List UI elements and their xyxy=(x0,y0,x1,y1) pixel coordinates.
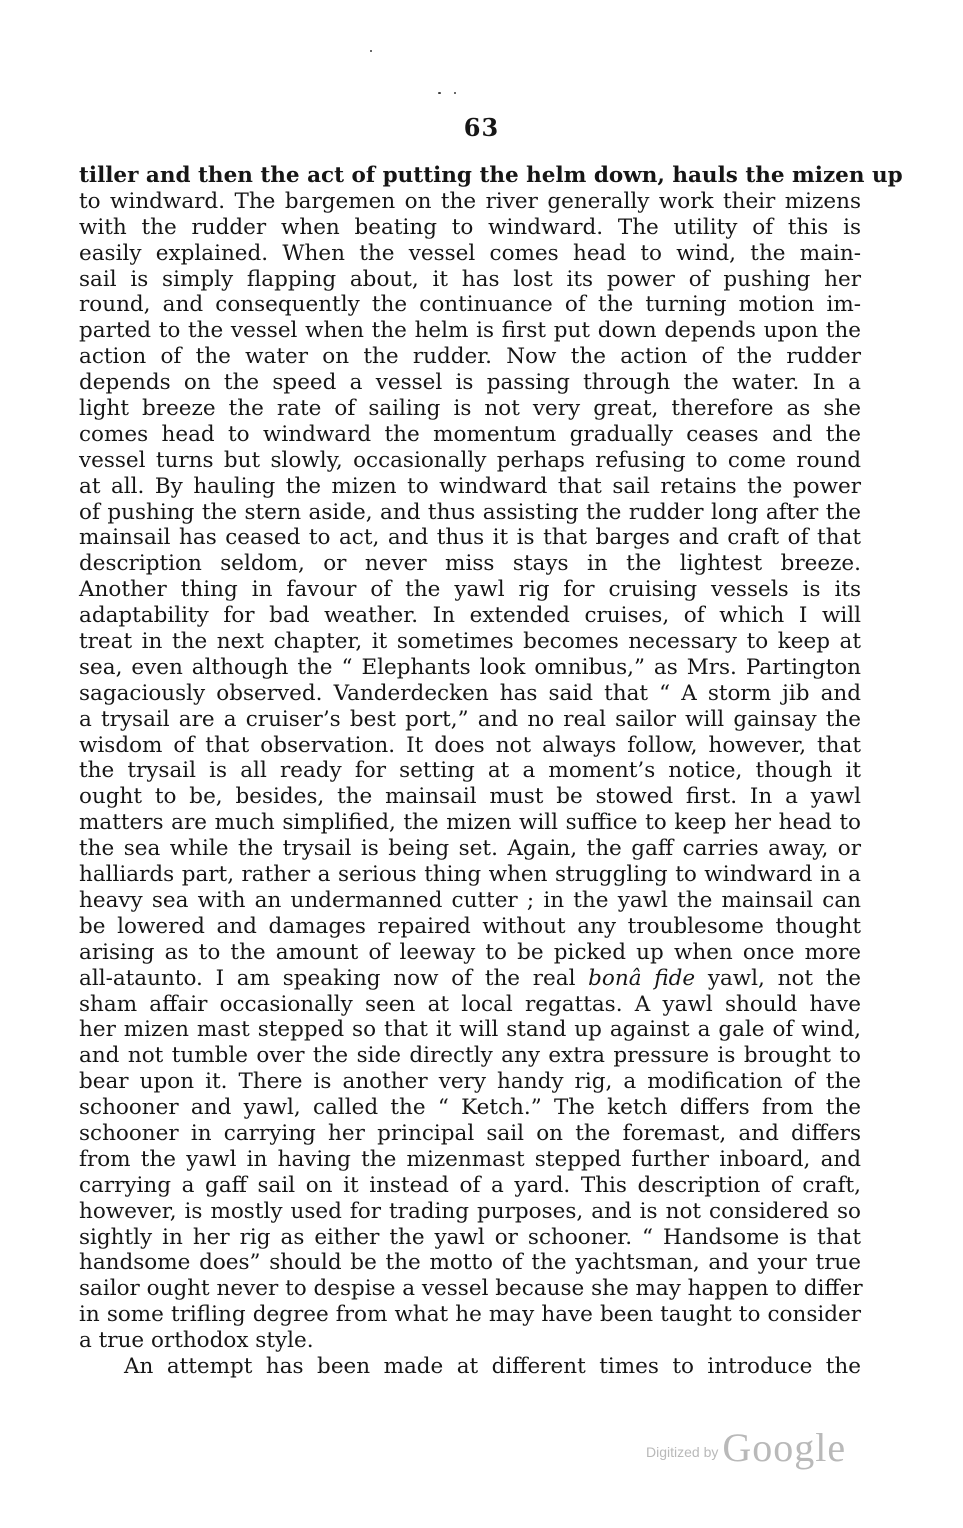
text-line xyxy=(79,1354,861,1380)
text-line xyxy=(79,836,861,862)
text-line xyxy=(79,163,903,189)
text-line xyxy=(79,1121,861,1147)
google-logo: Google xyxy=(722,1425,847,1470)
text-line-part: sea, even although the “ Elephants look omnibus,” as Mrs. Partington xyxy=(79,654,861,680)
digitized-by-google-watermark xyxy=(646,1418,856,1468)
text-line xyxy=(79,396,861,422)
text-line-part: action of the water on the rudder. Now the action of the rudder xyxy=(79,344,861,370)
text-line xyxy=(79,1276,861,1302)
text-line-part: be lowered and damages repaired without any troublesome thought xyxy=(79,913,861,939)
text-line-part: a true orthodox style. xyxy=(79,1328,314,1354)
text-line xyxy=(79,551,861,577)
text-line xyxy=(79,292,861,318)
text-line xyxy=(79,1069,861,1095)
text-line-part: wisdom of that observation. It does not always follow, however, that xyxy=(79,732,861,758)
text-line xyxy=(79,474,861,500)
text-line xyxy=(79,707,861,733)
text-line xyxy=(79,1095,861,1121)
text-line-part: a trysail are a cruiser’s best port,” and no real sailor will gainsay the xyxy=(79,706,861,732)
text-line-part: tiller and then the act of putting the helm down, hauls the mizen up xyxy=(79,163,903,188)
text-line-part: of pushing the stern aside, and thus assisting the rudder long after the xyxy=(79,499,861,525)
text-line-part: adaptability for bad weather. In extended cruises, of which I will xyxy=(79,603,861,629)
text-line xyxy=(79,603,861,629)
text-line-part: however, is mostly used for trading purposes, and is not considered so xyxy=(79,1198,861,1224)
text-line-part: heavy sea with an undermanned cutter ; in the yawl the mainsail can xyxy=(79,887,861,913)
text-line-part: sightly in her rig as either the yawl or schooner. “ Handsome is that xyxy=(79,1224,861,1250)
text-line xyxy=(79,758,861,784)
text-line xyxy=(79,215,861,241)
text-line-part: schooner and yawl, called the “ Ketch.” The ketch differs from the xyxy=(79,1095,861,1121)
text-line-part: carrying a gaff sail on it instead of a yard. This description of craft, xyxy=(79,1172,861,1198)
text-line-part: bear upon it. There is another very handy rig, a modification of the xyxy=(79,1069,861,1095)
text-line-part: comes head to windward the momentum gradually ceases and the xyxy=(79,421,861,447)
text-line xyxy=(79,1250,861,1276)
text-line xyxy=(79,1302,861,1328)
text-line-part: An attempt has been made at different times to introduce the xyxy=(124,1353,861,1379)
text-line xyxy=(79,422,861,448)
text-line xyxy=(79,1147,861,1173)
text-line xyxy=(79,344,861,370)
text-line-part: in some trifling degree from what he may have been taught to consider xyxy=(79,1302,861,1328)
text-line xyxy=(79,655,861,681)
text-line xyxy=(79,525,861,551)
text-line xyxy=(79,862,861,888)
text-line-part: from the yawl in having the mizenmast stepped further inboard, and xyxy=(79,1146,861,1172)
text-line-part: matters are much simplified, the mizen will suffice to keep her head to xyxy=(79,810,861,836)
text-line-part: with the rudder when beating to windward. The utility of this is xyxy=(79,214,861,240)
scan-specks xyxy=(368,44,468,104)
text-line xyxy=(79,577,861,603)
scan-speck xyxy=(438,92,441,94)
text-line xyxy=(79,733,861,759)
text-line xyxy=(79,189,861,215)
text-line-part: to windward. The bargemen on the river generally work their mizens xyxy=(79,188,861,214)
text-line-part: arising as to the amount of leeway to be picked up when once more xyxy=(79,939,861,965)
watermark-prefix: Digitized by xyxy=(646,1444,719,1460)
text-line-part: sham affair occasionally seen at local regattas. A yawl should have xyxy=(79,991,861,1017)
text-line-part: parted to the vessel when the helm is first put down depends upon the xyxy=(79,318,861,344)
text-line xyxy=(79,1225,861,1251)
text-line-part: at all. By hauling the mizen to windward that sail retains the power xyxy=(79,473,861,499)
text-line-part: description seldom, or never miss stays in the lightest breeze. xyxy=(79,551,861,577)
text-line-part: mainsail has ceased to act, and thus it is that barges and craft of that xyxy=(79,525,861,551)
text-line xyxy=(79,966,861,992)
text-line xyxy=(79,940,861,966)
text-line-part: all-ataunto. I am speaking now of the real xyxy=(79,965,589,991)
text-line xyxy=(79,1199,861,1225)
text-line xyxy=(79,992,861,1018)
text-line-part: schooner in carrying her principal sail on the foremast, and differs xyxy=(79,1120,861,1146)
scan-speck xyxy=(454,92,456,94)
text-line xyxy=(79,1017,861,1043)
text-line xyxy=(79,267,861,293)
text-line xyxy=(79,810,861,836)
text-line xyxy=(79,448,861,474)
text-line xyxy=(79,370,861,396)
text-line-part: her mizen mast stepped so that it will stand up against a gale of wind, xyxy=(79,1017,861,1043)
text-line-part: and not tumble over the side directly any extra pressure is brought to xyxy=(79,1043,861,1069)
italic-phrase: bonâ fide xyxy=(588,965,696,991)
text-line-part: handsome does” should be the motto of the yachtsman, and your true xyxy=(79,1250,861,1276)
text-line xyxy=(79,500,861,526)
text-line-part: round, and consequently the continuance of the turning motion im- xyxy=(79,292,861,318)
text-line xyxy=(79,1328,861,1354)
text-line xyxy=(79,1173,861,1199)
text-line xyxy=(79,784,861,810)
text-line xyxy=(79,1043,861,1069)
text-line-part: easily explained. When the vessel comes head to wind, the main- xyxy=(79,240,861,266)
text-line-part: sailor ought never to despise a vessel because she may happen to differ xyxy=(79,1276,863,1302)
text-line xyxy=(79,318,861,344)
text-line-part: yawl, not the xyxy=(695,965,861,991)
text-line xyxy=(79,681,861,707)
text-line-part: the trysail is all ready for setting at a moment’s notice, though it xyxy=(79,758,861,784)
text-line xyxy=(79,241,861,267)
text-line xyxy=(79,888,861,914)
text-line-part: vessel turns but slowly, occasionally perhaps refusing to come round xyxy=(79,447,861,473)
text-line-part: sail is simply flapping about, it has lost its power of pushing her xyxy=(79,266,861,292)
text-line-part: the sea while the trysail is being set. Again, the gaff carries away, or xyxy=(79,836,861,862)
text-line-part: light breeze the rate of sailing is not very great, therefore as she xyxy=(79,396,861,422)
text-line-part: treat in the next chapter, it sometimes becomes necessary to keep at xyxy=(79,629,861,655)
text-line-part: depends on the speed a vessel is passing through the water. In a xyxy=(79,370,861,396)
text-line-part: ought to be, besides, the mainsail must be stowed first. In a yawl xyxy=(79,784,861,810)
body-text xyxy=(79,163,903,1380)
text-line-part: Another thing in favour of the yawl rig for cruising vessels is its xyxy=(79,577,861,603)
text-line-part: halliards part, rather a serious thing when struggling to windward in a xyxy=(79,862,861,888)
text-line xyxy=(79,914,861,940)
scan-speck xyxy=(370,50,372,52)
text-line-part: sagaciously observed. Vanderdecken has said that “ A storm jib and xyxy=(79,680,861,706)
page-number: 63 xyxy=(463,113,500,142)
text-line xyxy=(79,629,861,655)
